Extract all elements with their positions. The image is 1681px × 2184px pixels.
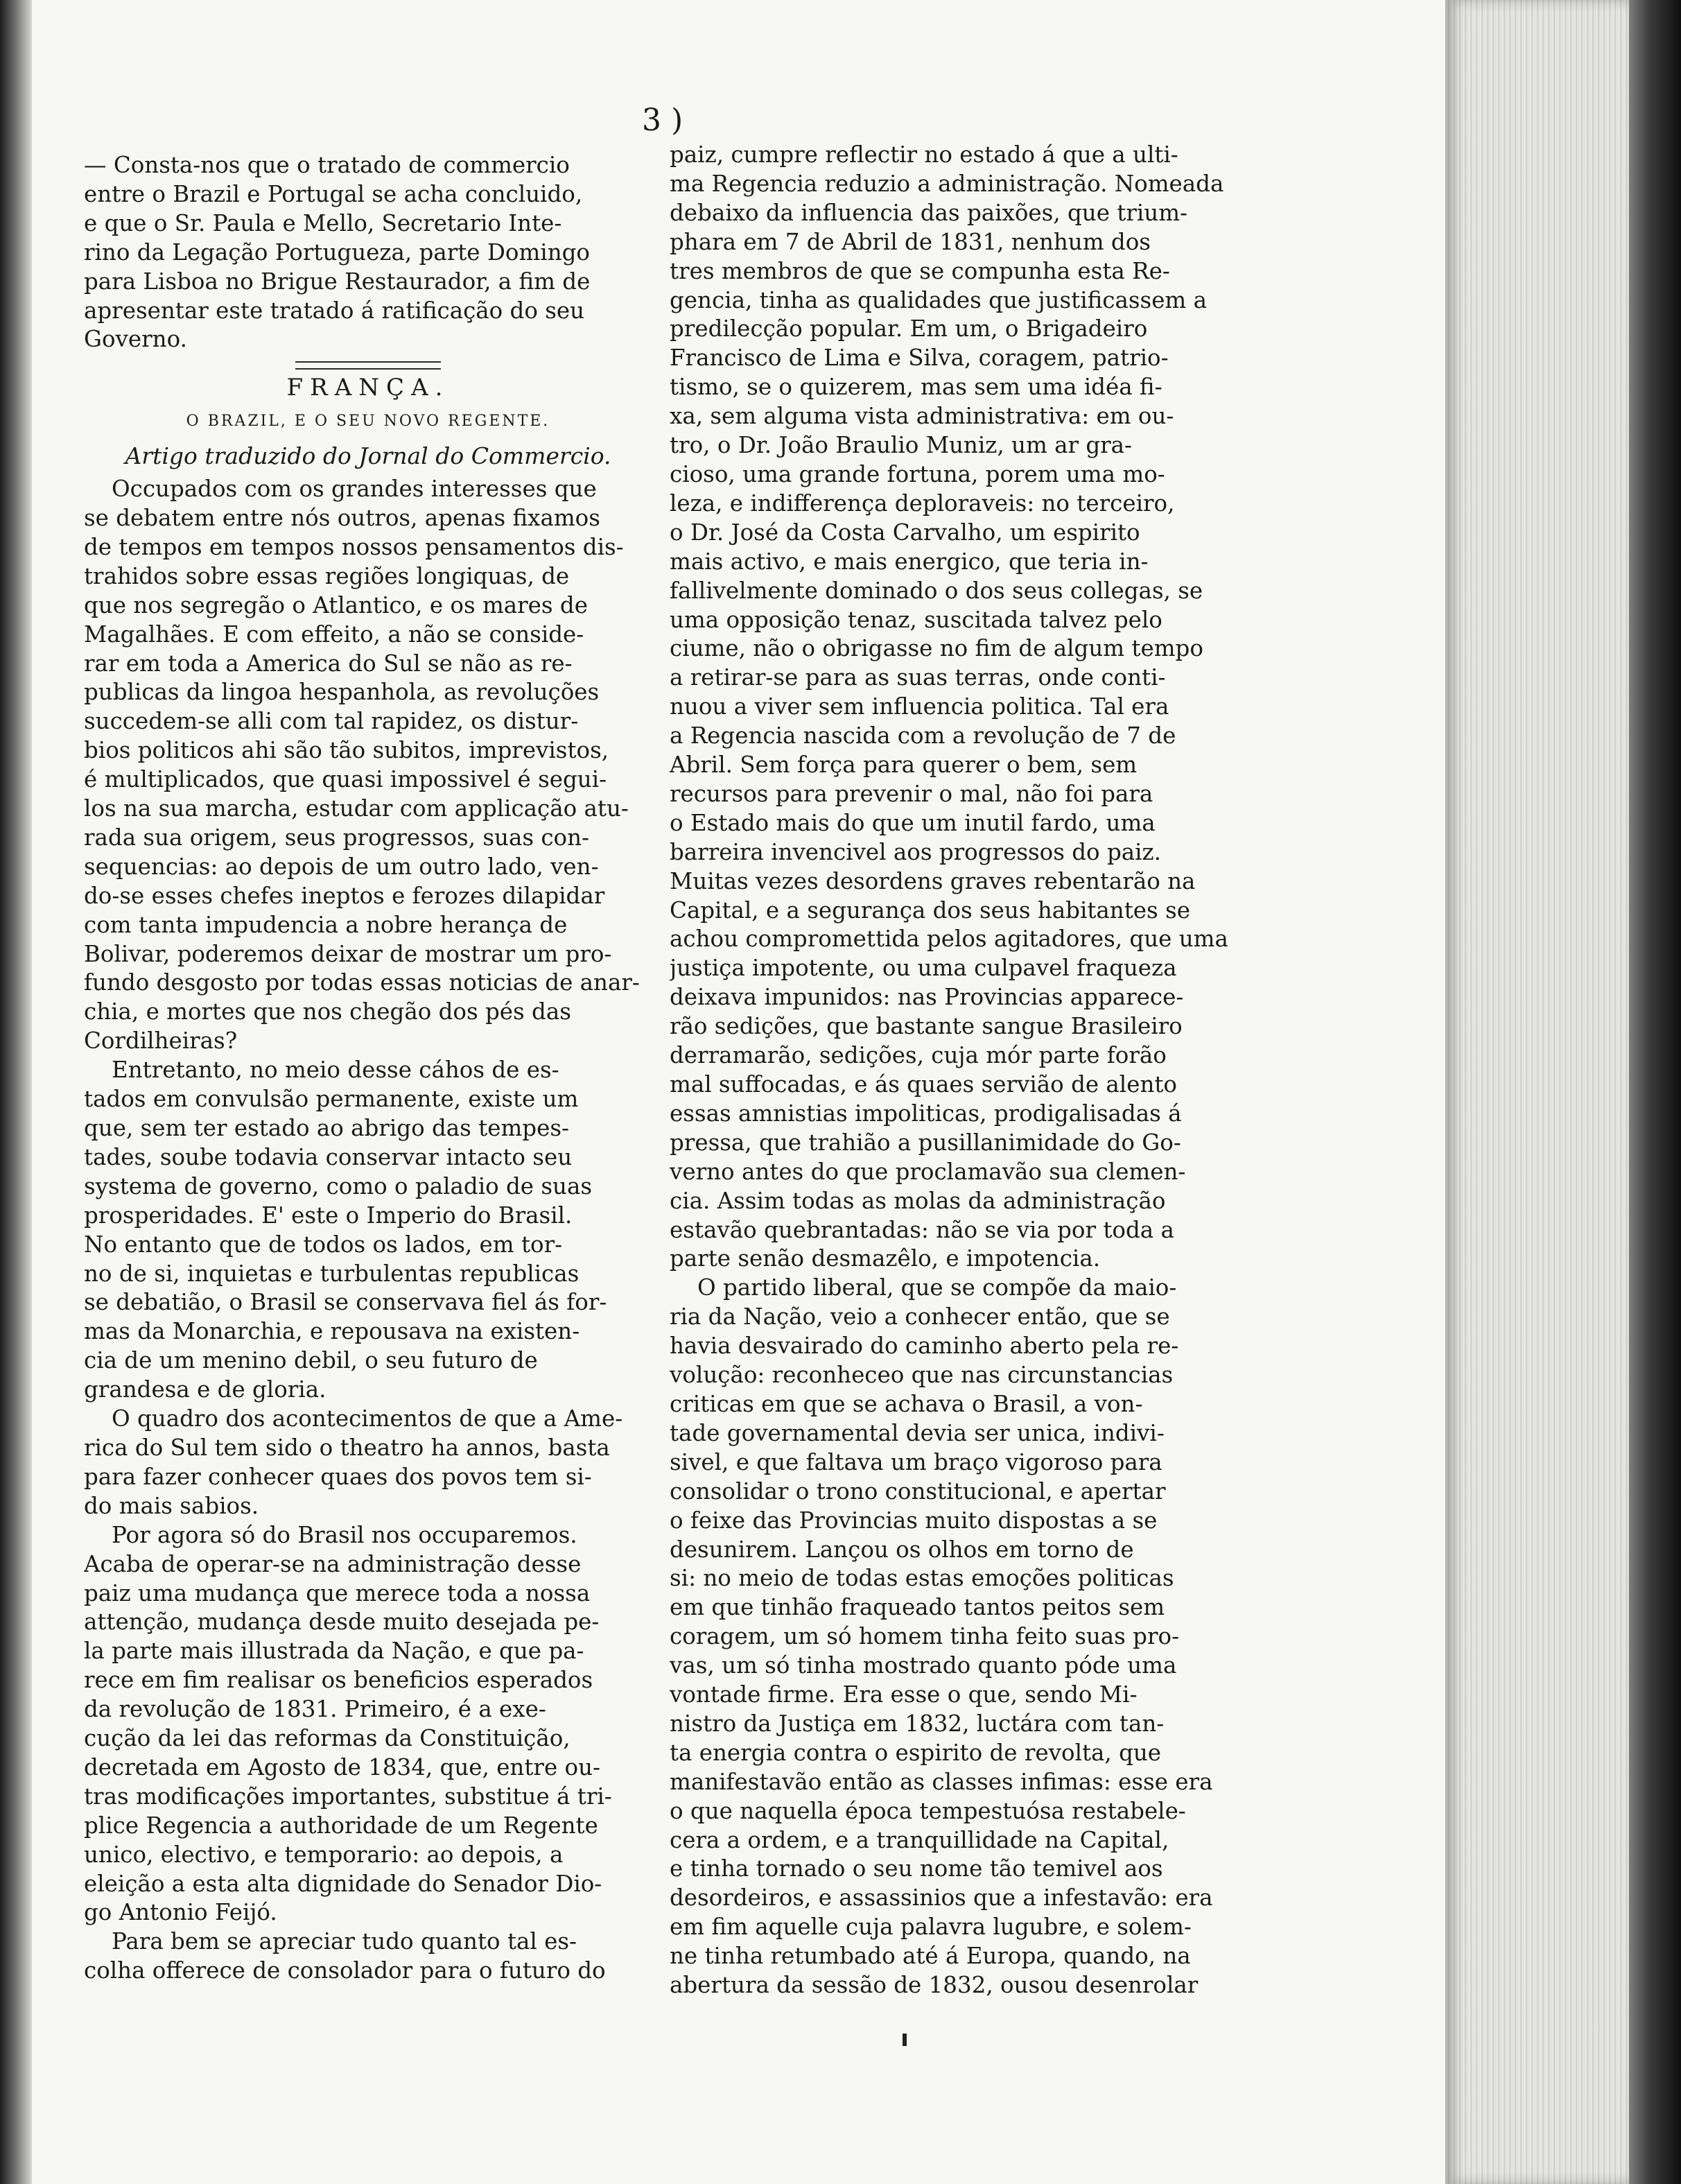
text-line: bios politicos ahi são tão subitos, imprevistos,	[84, 737, 609, 764]
left-gutter-shadow	[0, 0, 32, 2184]
text-line: Para bem se apreciar tudo quanto tal es-	[112, 1928, 577, 1955]
text-line: go Antonio Feijó.	[84, 1899, 277, 1926]
text-line: recursos para prevenir o mal, não foi para	[670, 780, 1153, 807]
text-line: o que naquella época tempestuósa restabele-	[670, 1797, 1186, 1824]
text-line: nuou a viver sem influencia politica. Tal era	[670, 693, 1169, 720]
text-line: justiça impotente, ou uma culpavel fraqueza	[670, 955, 1177, 982]
text-line: abertura da sessão de 1832, ousou desenrolar	[670, 1972, 1199, 1999]
page-number: 3 )	[642, 103, 683, 138]
text-line: em fim aquelle cuja palavra lugubre, e solem-	[670, 1914, 1192, 1941]
text-line: apresentar este tratado á ratificação do seu	[84, 297, 585, 324]
text-line: unico, electivo, e temporario: ao depois, a	[84, 1841, 564, 1868]
text-line: fundo desgosto por todas essas noticias de anar-	[84, 969, 640, 996]
text-line: havia desvairado do caminho aberto pela re-	[670, 1333, 1179, 1360]
text-line: O partido liberal, que se compõe da maio-	[697, 1274, 1177, 1301]
text-line: tades, soube todavia conservar intacto seu	[84, 1143, 573, 1170]
text-line: ne tinha retumbado até á Europa, quando, na	[670, 1943, 1191, 1970]
text-line: o Estado mais do que um inutil fardo, uma	[670, 809, 1156, 836]
text-line: para Lisboa no Brigue Restaurador, a fim de	[84, 268, 591, 295]
text-line: rece em fim realisar os beneficios esperados	[84, 1667, 593, 1694]
text-line: mas da Monarchia, e repousava na existen-	[84, 1318, 580, 1345]
text-line: mais activo, e mais energico, que teria in-	[670, 548, 1149, 575]
text-line: chia, e mortes que nos chegão dos pés das	[84, 998, 571, 1025]
text-line: a Regencia nascida com a revolução de 7 de	[670, 722, 1176, 749]
text-line: cução da lei das reformas da Constituição,	[84, 1725, 571, 1752]
paragraph	[84, 1056, 652, 1405]
text-line: desordeiros, e assassinios que a infestavão: era	[670, 1884, 1213, 1912]
section-title: FRANÇA.	[286, 374, 450, 402]
text-line: o Dr. José da Costa Carvalho, um espirito	[670, 519, 1140, 546]
text-line: vontade firme. Era esse o que, sendo Mi-	[670, 1681, 1138, 1708]
text-line: trahidos sobre essas regiões longiquas, de	[84, 562, 570, 589]
text-line: achou compromettida pelos agitadores, que uma	[670, 926, 1228, 953]
text-line: prosperidades. E' este o Imperio do Brasil.	[84, 1202, 573, 1229]
text-line: Capital, e a segurança dos seus habitantes se	[670, 896, 1190, 924]
right-paragraphs	[670, 141, 1238, 2000]
text-line: em que tinhão fraqueado tantos peitos sem	[670, 1594, 1165, 1621]
text-line: do mais sabios.	[84, 1492, 259, 1519]
text-line: para fazer conhecer quaes dos povos tem si-	[84, 1463, 592, 1490]
right-edge-shadow	[1629, 0, 1681, 2184]
text-line: cia. Assim todas as molas da administração	[670, 1187, 1166, 1214]
text-line: cia de um menino debil, o seu futuro de	[84, 1347, 538, 1374]
right-column	[670, 141, 1238, 2000]
text-line: xa, sem alguma vista administrativa: em ou-	[670, 403, 1174, 430]
text-line: a retirar-se para as suas terras, onde conti-	[670, 664, 1166, 691]
text-line: consolidar o trono constitucional, e apertar	[670, 1477, 1166, 1505]
text-line: que nos segregão o Atlantico, e os mares de	[84, 591, 588, 618]
text-line: essas amnistias impoliticas, prodigalisadas á	[670, 1100, 1182, 1127]
text-line: ma Regencia reduzio a administração. Nomeada	[670, 170, 1224, 197]
text-line: Muitas vezes desordens graves rebentarão na	[670, 867, 1196, 894]
text-line: coragem, um só homem tinha feito suas pro-	[670, 1623, 1180, 1650]
page	[32, 0, 1463, 2184]
text-line: Governo.	[84, 326, 187, 353]
paragraph	[84, 1405, 652, 1521]
text-line: paiz, cumpre reflectir no estado á que a ulti-	[670, 141, 1178, 168]
text-line: la parte mais illustrada da Nação, e que pa-	[84, 1638, 584, 1665]
text-line: de tempos em tempos nossos pensamentos dis-	[84, 533, 624, 560]
bottom-ink-mark	[903, 2034, 907, 2046]
text-line: Bolivar, poderemos deixar de mostrar um pro-	[84, 940, 612, 967]
text-line: O quadro dos acontecimentos de que a Ame-	[112, 1405, 623, 1432]
text-line: estavão quebrantadas: não se via por toda a	[670, 1216, 1174, 1243]
text-line: deixava impunidos: nas Provincias apparece-	[670, 984, 1184, 1011]
text-line: Francisco de Lima e Silva, coragem, patrio-	[670, 345, 1169, 372]
text-line: sivel, e que faltava um braço vigoroso para	[670, 1448, 1162, 1475]
text-line: se debatem entre nós outros, apenas fixamos	[84, 504, 600, 531]
text-line: leza, e indifferença deploraveis: no terceiro,	[670, 489, 1175, 517]
text-line: — Consta-nos que o tratado de commercio	[84, 152, 570, 178]
text-line: rada sua origem, seus progressos, suas con-	[84, 824, 590, 851]
text-line: paiz uma mudança que merece toda a nossa	[84, 1579, 591, 1606]
text-line: vas, um só tinha mostrado quanto póde uma	[670, 1652, 1177, 1679]
left-paragraphs	[84, 475, 652, 1986]
text-line: plice Regencia a authoridade de um Regente	[84, 1812, 598, 1839]
text-line: predilecção popular. Em um, o Brigadeiro	[670, 315, 1148, 343]
text-line: attenção, mudança desde muito desejada pe-	[84, 1609, 600, 1636]
text-line: pressa, que trahião a pusillanimidade do Go-	[670, 1129, 1181, 1156]
text-line: nistro da Justiça em 1832, luctára com tan-	[670, 1710, 1165, 1737]
text-line: no de si, inquietas e turbulentas republicas	[84, 1260, 580, 1287]
text-line: decretada em Agosto de 1834, que, entre ou-	[84, 1753, 600, 1780]
text-line: parte senão desmazêlo, e impotencia.	[670, 1245, 1101, 1272]
text-line: do-se esses chefes ineptos e ferozes dilapidar	[84, 882, 605, 909]
page-edges	[1445, 0, 1629, 2184]
text-line: Por agora só do Brasil nos occuparemos.	[112, 1521, 577, 1548]
text-line: derramarão, sedições, cuja mór parte forão	[670, 1042, 1167, 1069]
text-line: tados em convulsão permanente, existe um	[84, 1086, 579, 1113]
paragraph	[84, 1927, 652, 1986]
text-line: desunirem. Lançou os olhos em torno de	[670, 1536, 1134, 1563]
article-subtitle: O BRAZIL, E O SEU NOVO REGENTE.	[186, 413, 550, 431]
text-line: e tinha tornado o seu nome tão temivel aos	[670, 1855, 1163, 1882]
text-line: rica do Sul tem sido o theatro ha annos, basta	[84, 1434, 610, 1461]
paragraph	[84, 151, 652, 354]
text-line: rino da Legação Portugueza, parte Domingo	[84, 239, 590, 266]
text-line: e que o Sr. Paula e Mello, Secretario Inte-	[84, 209, 562, 236]
text-line: entre o Brazil e Portugal se acha concluido,	[84, 180, 583, 207]
text-line: cioso, uma grande fortuna, porem uma mo-	[670, 460, 1165, 487]
paragraph	[84, 475, 652, 1056]
news-item	[84, 151, 652, 354]
text-line: criticas em que se achava o Brasil, a von-	[670, 1390, 1143, 1417]
text-line: rar em toda a America do Sul se não as re-	[84, 650, 573, 677]
text-line: mal suffocadas, e ás quaes servião de alento	[670, 1071, 1177, 1098]
text-line: barreira invencivel aos progressos do paiz.	[670, 838, 1161, 865]
paragraph	[84, 1521, 652, 1928]
text-line: volução: reconheceo que nas circunstancias	[670, 1362, 1174, 1389]
text-line: sequencias: ao depois de um outro lado, ven-	[84, 853, 599, 880]
text-line: rão sedições, que bastante sangue Brasileiro	[670, 1013, 1183, 1040]
text-line: systema de governo, como o paladio de suas	[84, 1172, 593, 1199]
text-line: publicas da lingoa hespanhola, as revoluções	[84, 679, 600, 706]
left-column	[84, 151, 652, 1986]
text-line: si: no meio de todas estas emoções politicas	[670, 1565, 1174, 1592]
text-line: com tanta impudencia a nobre herança de	[84, 911, 568, 938]
text-line: Occupados com os grandes interesses que	[112, 476, 597, 503]
article-attribution: Artigo traduzido do Jornal do Commercio.	[125, 442, 611, 470]
text-line: Entretanto, no meio desse cáhos de es-	[112, 1057, 559, 1084]
text-line: Acaba de operar-se na administração desse	[84, 1550, 582, 1577]
text-line: Cordilheiras?	[84, 1028, 238, 1055]
text-line: tismo, se o quizerem, mas sem uma idéa fi-	[670, 374, 1162, 401]
text-line: tro, o Dr. João Braulio Muniz, um ar gra-	[670, 432, 1133, 459]
text-line: uma opposição tenaz, suscitada talvez pelo	[670, 606, 1162, 633]
text-line: ta energia contra o espirito de revolta, que	[670, 1739, 1162, 1766]
text-line: grandesa e de gloria.	[84, 1376, 326, 1403]
text-line: Magalhães. E com effeito, a não se conside-	[84, 621, 584, 648]
text-line: cera a ordem, e a tranquillidade na Capital,	[670, 1826, 1169, 1853]
text-line: eleição a esta alta dignidade do Senador Dio-	[84, 1870, 602, 1897]
paragraph	[670, 1274, 1238, 2000]
text-line: ria da Nação, veio a conhecer então, que se	[670, 1303, 1170, 1331]
text-line: No entanto que de todos os lados, em tor-	[84, 1231, 563, 1258]
text-line: debaixo da influencia das paixões, que trium-	[670, 199, 1188, 226]
text-line: ciume, não o obrigasse no fim de algum tempo	[670, 635, 1203, 662]
text-line: los na sua marcha, estudar com applicação atu-	[84, 795, 629, 822]
text-line: se debatião, o Brasil se conservava fiel ás for-	[84, 1289, 607, 1316]
text-line: colha offerece de consolador para o futuro do	[84, 1957, 606, 1984]
text-line: phara em 7 de Abril de 1831, nenhum dos	[670, 228, 1151, 255]
text-line: tade governamental devia ser unica, indivi-	[670, 1419, 1165, 1446]
text-line: o feixe das Provincias muito dispostas a se	[670, 1507, 1158, 1534]
text-line: tres membros de que se compunha esta Re-	[670, 257, 1170, 284]
text-line: gencia, tinha as qualidades que justificassem a	[670, 286, 1207, 313]
text-line: tras modificações importantes, substitue á tri-	[84, 1783, 612, 1810]
text-line: da revolução de 1831. Primeiro, é a exe-	[84, 1696, 546, 1723]
text-line: Abril. Sem força para querer o bem, sem	[670, 752, 1138, 779]
text-line: verno antes do que proclamavão sua clemen-	[670, 1158, 1186, 1185]
paragraph	[670, 141, 1238, 1274]
ornamental-rule	[295, 361, 441, 370]
text-line: succedem-se alli com tal rapidez, os distur-	[84, 708, 579, 735]
text-line: fallivelmente dominado o dos seus collegas, se	[670, 577, 1203, 604]
text-line: é multiplicados, que quasi impossivel é segui-	[84, 766, 607, 793]
text-line: que, sem ter estado ao abrigo das tempes-	[84, 1115, 569, 1141]
text-line: manifestavão então as classes infimas: esse era	[670, 1768, 1213, 1795]
